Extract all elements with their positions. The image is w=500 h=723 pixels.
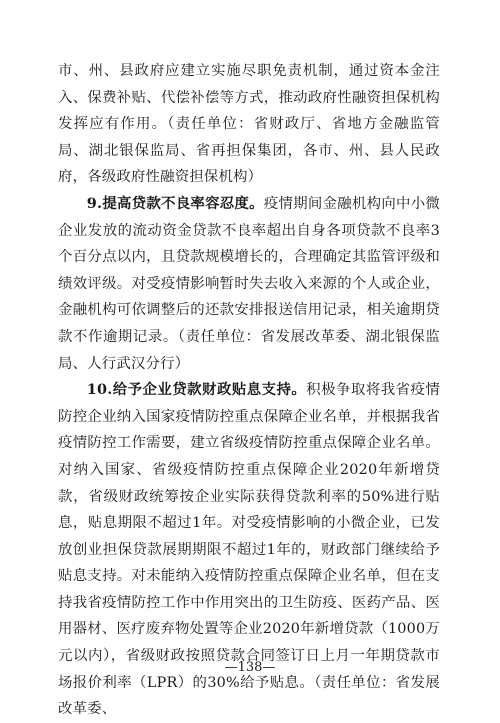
paragraph-item-9 — [58, 191, 440, 377]
paragraph-continuation — [58, 58, 440, 191]
paragraph-body: 疫情期间金融机构向中小微企业发放的流动资金贷款不良率超出自身各项贷款不良率3个百分点以内，且贷款规模增长的，合理确定其监管评级和绩效评级。对受疫情影响暂时失去收入来源的个人或企业，金融机构可依调整后的还款安排报送信用记录，相关逾期贷款不作逾期记录。（责任单位：省发展改革委、湖北银保监局、人行武汉分行） — [58, 195, 440, 372]
paragraph-heading: 9.提高贷款不良率容忍度。 — [86, 194, 264, 212]
paragraph-body: 市、州、县政府应建立实施尽职免责机制，通过资本金注入、保费补贴、代偿补偿等方式，推动政府性融资担保机构发挥应有作用。（责任单位：省财政厅、省地方金融监管局、湖北银保监局、省再担保集团，各市、州、县人民政府，各级政府性融资担保机构） — [58, 63, 440, 186]
document-body — [58, 58, 440, 723]
page-number: —138— — [224, 660, 276, 675]
paragraph-heading: 10.给予企业贷款财政贴息支持。 — [86, 381, 307, 399]
paragraph-body: 积极争取将我省疫情防控企业纳入国家疫情防控重点保障企业名单，并根据我省疫情防控工作需要，建立省级疫情防控重点保障企业名单。对纳入国家、省级疫情防控重点保障企业2020年新增贷款，省级财政统筹按企业实际获得贷款利率的50%进行贴息，贴息期限不超过1年。对受疫情影响的小微企业，已发放创业担保贷款展期期限不超过1年的，财政部门继续给予贴息支持。对未能纳入疫情防控重点保障企业名单，但在支持我省疫情防控工作中作用突出的卫生防疫、医药产品、医用器材、医疗废弃物处置等企业2020年新增贷款（1000万元以内），省级财政按照贷款合同签订日上月一年期贷款市场报价利率（LPR）的30%给予贴息。（责任单位：省发展改革委、 — [58, 382, 440, 718]
